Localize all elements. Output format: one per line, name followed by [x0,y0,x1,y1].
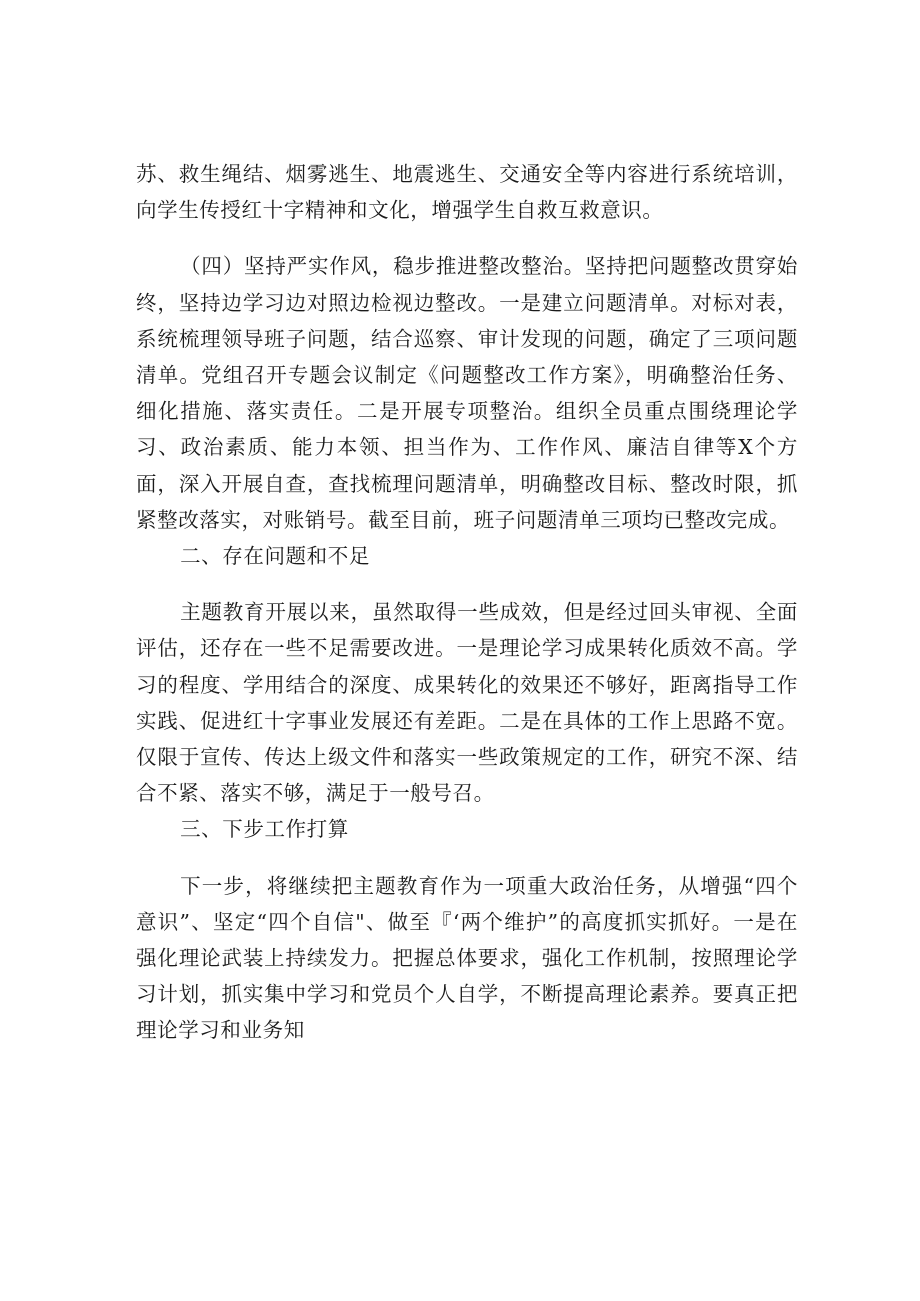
paragraph-next-steps: 下一步，将继续把主题教育作为一项重大政治任务，从增强“四个意识”、坚定“四个自信"、做至『‘两个维护”的高度抓实抓好。一是在强化理论武装上持续发力。把握总体要求，强化工作机制，按照理论学习计划，抓实集中学习和党员个人自学，不断提高理论素养。要真正把理论学习和业务知 [136,873,798,1043]
document-body [136,156,798,1049]
section-heading-next-steps: 三、下步工作打算 [180,817,349,842]
paragraph-continuation: 苏、救生绳结、烟雾逃生、地震逃生、交通安全等内容进行系统培训，向学生传授红十字精神和文化，增强学生自救互救意识。 [136,162,798,223]
paragraph-problems: 主题教育开展以来，虽然取得一些成效，但是经过回头审视、全面评估，还存在一些不足需要改进。一是理论学习成果转化质效不高。学习的程度、学用结合的深度、成果转化的效果还不够好，距离指导工作实践、促进红十字事业发展还有差距。二是在具体的工作上思路不宽。仅限于宣传、传达上级文件和落实一些政策规定的工作，研究不深、结合不紧、落实不够，满足于一般号召。 [136,600,798,806]
paragraph-rectification: （四）坚持严实作风，稳步推进整改整治。坚持把问题整改贯穿始终，坚持边学习边对照边检视边整改。一是建立问题清单。对标对表，系统梳理领导班子问题，结合巡察、审计发现的问题，确定了三项问题清单。党组召开专题会议制定《问题整改工作方案》，明确整治任务、细化措施、落实责任。二是开展专项整治。组织全员重点围绕理论学习、政治素质、能力本领、担当作为、工作作风、廉洁自律等X个方面，深入开展自查，查找梳理问题清单，明确整改目标、整改时限，抓紧整改落实，对账销号。截至目前，班子问题清单三项均已整改完成。 [136,254,798,532]
section-heading-problems: 二、存在问题和不足 [180,544,370,569]
